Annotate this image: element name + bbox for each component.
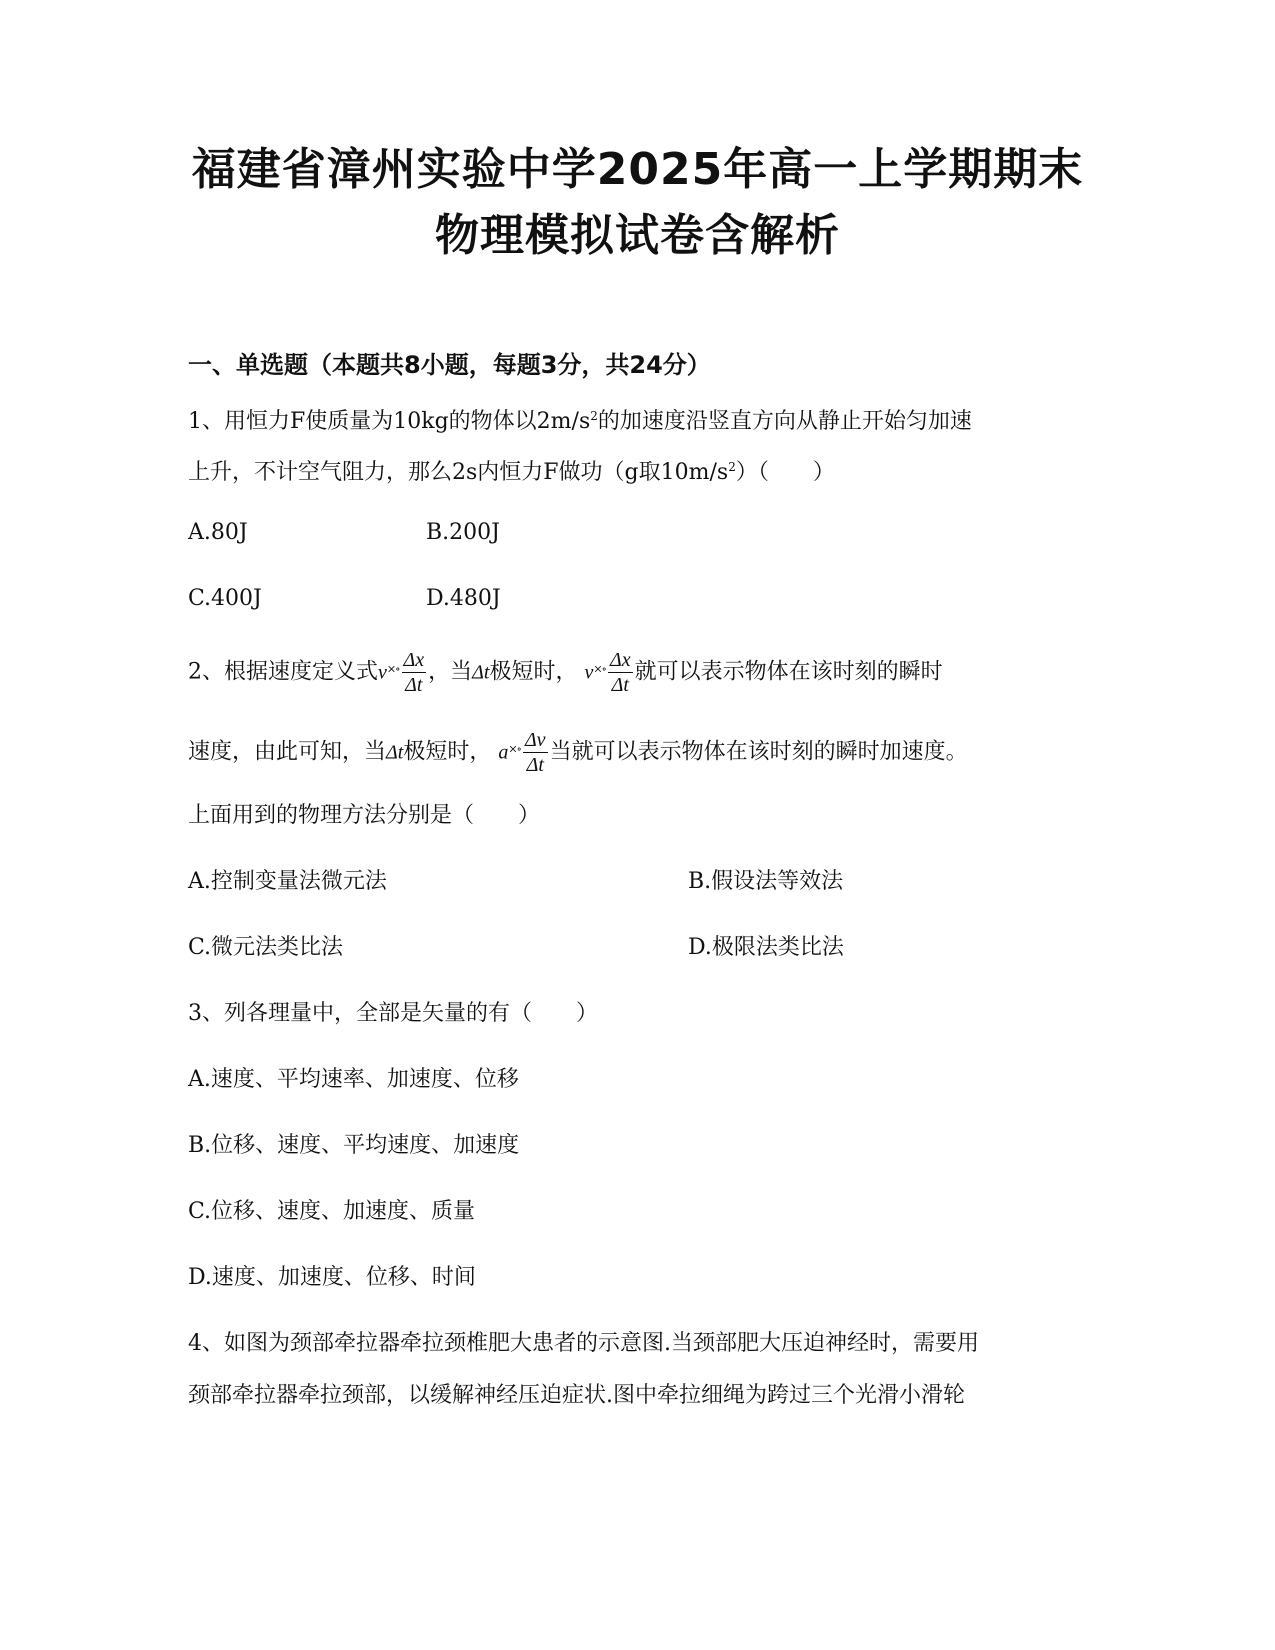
- q1-text: 1、用恒力F使质量为10kg的物体以2m/s: [188, 409, 591, 434]
- q4-stem-line-1: 4、如图为颈部牵拉器牵拉颈椎肥大患者的示意图.当颈部肥大压迫神经时，需要用: [188, 1331, 979, 1356]
- q3-option-b: B.位移、速度、平均速度、加速度: [188, 1133, 520, 1158]
- q1-text: ）（ ）: [735, 460, 835, 485]
- velocity-fraction: [402, 648, 427, 697]
- q2-option-a: A.控制变量法微元法: [188, 869, 387, 894]
- q3-stem: 3、列各理量中，全部是矢量的有（ ）: [188, 1001, 598, 1026]
- q1-text: 的加速度沿竖直方向从静止开始匀加速: [597, 409, 972, 434]
- q2-stem-line-1: [188, 648, 943, 697]
- approx-symbol: ×∘: [593, 662, 606, 676]
- approx-symbol: ×∘: [386, 662, 400, 676]
- q1-option-c: C.400J: [188, 586, 262, 611]
- fraction-denominator: Δt: [611, 674, 629, 696]
- q1-superscript: 2: [728, 460, 736, 474]
- q1-option-b: B.200J: [426, 520, 500, 545]
- q2-text: 极短时，: [489, 659, 578, 685]
- q3-option-a: A.速度、平均速率、加速度、位移: [188, 1067, 519, 1092]
- section-heading: 一、单选题（本题共8小题，每题3分，共24分）: [188, 351, 711, 379]
- formula-variable: a: [498, 741, 509, 764]
- q2-text: 当就可以表示物体在该时刻的瞬时加速度。: [549, 739, 968, 765]
- q3-option-c: C.位移、速度、加速度、质量: [188, 1199, 476, 1224]
- q2-stem-line-2: [188, 728, 968, 777]
- formula-variable: v: [378, 661, 387, 684]
- fraction-denominator: Δt: [405, 674, 423, 696]
- fraction-numerator: Δv: [524, 729, 546, 751]
- q4-stem-line-2: 颈部牵拉器牵拉颈部，以缓解神经压迫症状.图中牵拉细绳为跨过三个光滑小滑轮: [188, 1383, 965, 1408]
- q2-text: 2、根据速度定义式: [188, 659, 378, 685]
- q2-text: 就可以表示物体在该时刻的瞬时: [634, 659, 943, 685]
- fraction-numerator: Δx: [403, 649, 425, 671]
- q2-option-d: D.极限法类比法: [688, 935, 844, 960]
- q1-stem-line-1: [188, 404, 972, 435]
- q2-stem-line-3: 上面用到的物理方法分别是（ ）: [188, 803, 541, 828]
- q2-option-c: C.微元法类比法: [188, 935, 344, 960]
- acceleration-fraction: [523, 728, 548, 777]
- q2-option-b: B.假设法等效法: [688, 869, 844, 894]
- q2-text: 速度，由此可知，当: [188, 739, 387, 765]
- formula-variable: Δt: [386, 741, 404, 764]
- q1-text: 上升，不计空气阻力，那么2s内恒力F做功（g取10m/s: [188, 460, 729, 485]
- formula-variable: v: [584, 661, 594, 684]
- document-title-line-1: 福建省漳州实验中学2025年高一上学期期末: [191, 144, 1084, 195]
- velocity-fraction: [608, 648, 633, 697]
- q1-option-a: A.80J: [188, 520, 248, 545]
- q1-stem-line-2: [188, 455, 835, 486]
- q2-text: 极短时，: [403, 739, 492, 765]
- fraction-numerator: Δx: [609, 649, 631, 671]
- document-title-line-2: 物理模拟试卷含解析: [435, 210, 840, 261]
- q1-option-d: D.480J: [426, 586, 501, 611]
- q1-superscript: 2: [590, 409, 598, 423]
- fraction-denominator: Δt: [526, 754, 544, 776]
- q2-text: ，当: [428, 659, 473, 685]
- approx-symbol: ×∘: [508, 742, 521, 756]
- q3-option-d: D.速度、加速度、位移、时间: [188, 1265, 476, 1290]
- formula-variable: Δt: [472, 661, 490, 684]
